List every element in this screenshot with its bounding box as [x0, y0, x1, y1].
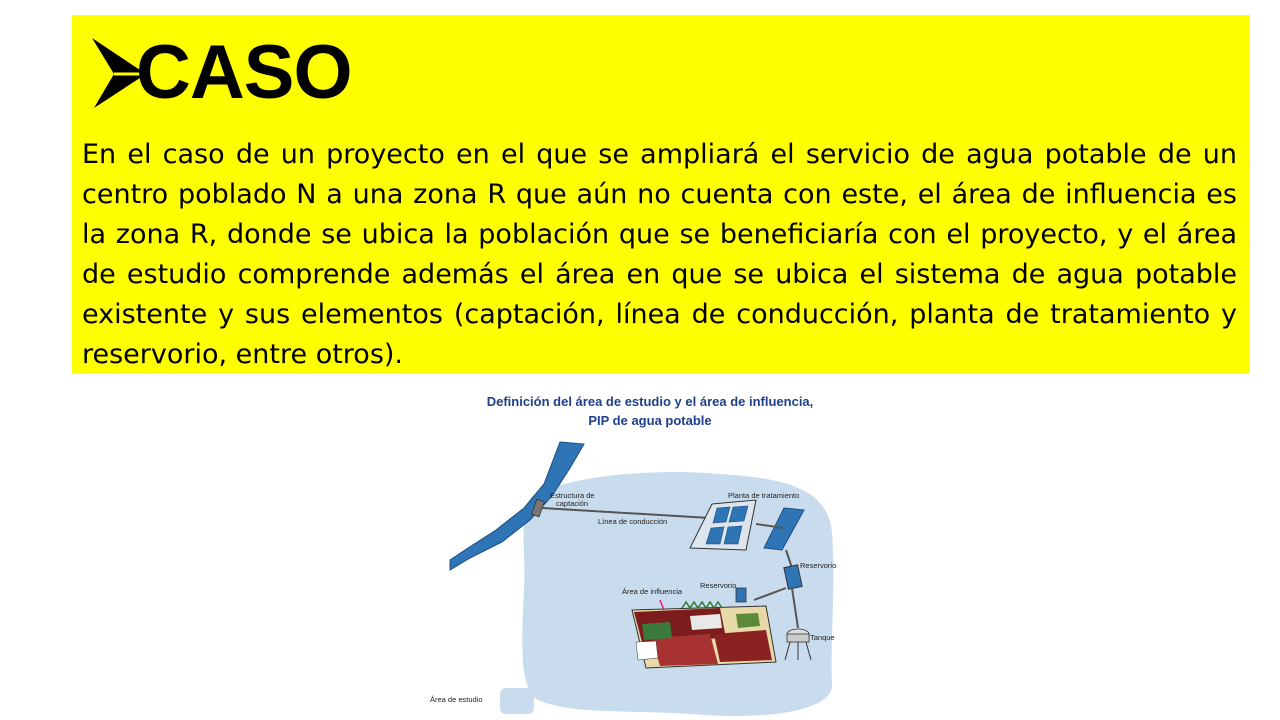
title-row [90, 23, 352, 123]
figure-title-line1: Definición del área de estudio y el área de influencia, [486, 394, 814, 409]
label-captacion-1: Estructura de [550, 491, 595, 500]
figure-title-line2: PIP de agua potable [588, 413, 712, 428]
label-reservorio-left: Reservorio [700, 581, 737, 590]
water-system-diagram [420, 438, 850, 718]
case-paragraph: En el caso de un proyecto en el que se ampliará el servicio de agua potable de un centro poblado N a una zona R que aún no cuenta con este, el área de influencia es la zona R, donde se ubica la población que se beneficiaría con el proyecto, y el área de estudio comprende además el área en que se ubica el sistema de agua potable existente y sus elementos (captación, línea de conducción, planta de tratamiento y reservorio, entre otros). [82, 139, 1237, 370]
highlight-panel [72, 15, 1250, 373]
label-area-influencia: Área de influencia [622, 587, 683, 596]
label-planta: Planta de tratamiento [728, 491, 800, 500]
label-area-estudio: Área de estudio [430, 695, 483, 704]
influence-area-town [632, 600, 776, 668]
label-tanque: Tanque [810, 633, 835, 642]
legend-swatch-study-area [500, 688, 534, 714]
reservoir-left [736, 588, 746, 602]
label-reservorio-right: Reservorio [800, 561, 837, 570]
slide-title: CASO [136, 30, 352, 115]
figure-title [420, 392, 880, 430]
label-conduccion: Línea de conducción [598, 517, 668, 526]
label-captacion-2: captación [556, 499, 589, 508]
